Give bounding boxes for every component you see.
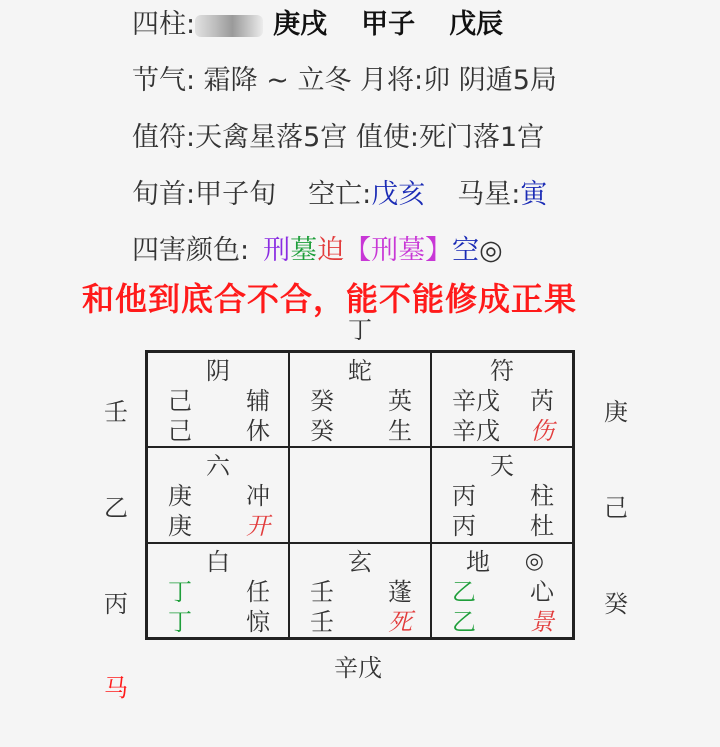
door: 休 — [246, 417, 270, 445]
horse-marker: 马 — [104, 674, 128, 702]
qimen-grid — [145, 350, 575, 640]
maxing-value: 寅 — [520, 179, 548, 210]
earth-stem: 壬 — [310, 607, 334, 636]
door: 杜 — [530, 512, 554, 541]
earth-stem: 丙 — [452, 512, 476, 541]
empty-circle-icon: ◎ — [524, 548, 544, 574]
harm-xingmu: 【刑墓】 — [344, 235, 453, 266]
palace-cell — [431, 543, 573, 638]
star: 任 — [246, 577, 270, 606]
palace-cell — [289, 352, 431, 447]
door: 死 — [388, 607, 412, 636]
direction-right-3: 癸 — [604, 590, 628, 618]
pillar-year: 庚戌 — [273, 9, 328, 40]
earth-stem: 庚 — [168, 512, 192, 541]
palace-god: 天 — [490, 452, 514, 481]
star: 冲 — [246, 482, 270, 511]
heaven-stem: 丙 — [452, 482, 476, 511]
kongwang-label: 空亡: — [308, 179, 372, 210]
redacted-blur — [195, 15, 263, 37]
pillar-day: 戊辰 — [449, 9, 504, 40]
palace-cell — [147, 447, 289, 542]
heaven-stem: 辛戊 — [452, 387, 500, 415]
palace-cell — [431, 447, 573, 542]
xunshou-label: 旬首:甲子旬 — [132, 179, 277, 210]
palace-cell — [289, 543, 431, 638]
heaven-stem: 己 — [168, 387, 192, 415]
door: 伤 — [530, 417, 554, 445]
palace-god: 蛇 — [348, 357, 372, 385]
palace-god: 玄 — [348, 547, 372, 576]
star: 蓬 — [388, 577, 412, 606]
heaven-stem: 乙 — [452, 577, 476, 606]
direction-left-1: 壬 — [104, 398, 128, 426]
heaven-stem: 癸 — [310, 387, 334, 415]
palace-cell-center — [289, 447, 431, 542]
heaven-stem: 壬 — [310, 577, 334, 606]
direction-left-3: 丙 — [104, 590, 128, 618]
direction-right-1: 庚 — [604, 398, 628, 426]
harm-mu: 墓 — [290, 235, 318, 266]
earth-stem: 乙 — [452, 607, 476, 636]
heaven-stem: 丁 — [168, 577, 192, 606]
earth-stem: 丁 — [168, 607, 192, 636]
harm-circle: ◎ — [479, 235, 503, 266]
direction-left-2: 乙 — [104, 494, 128, 522]
palace-god: 阴 — [206, 357, 230, 385]
palace-god: 地 — [466, 547, 490, 576]
door: 景 — [530, 607, 554, 636]
earth-stem: 己 — [168, 417, 192, 445]
earth-stem: 辛戊 — [452, 417, 500, 445]
palace-cell — [147, 352, 289, 447]
star: 辅 — [246, 387, 270, 415]
direction-top: 丁 — [348, 316, 372, 344]
palace-god: 白 — [206, 547, 230, 576]
star: 芮 — [530, 387, 554, 415]
pillar-month: 甲子 — [361, 9, 416, 40]
solar-term-line: 节气: 霜降 ~ 立冬 月将:卯 阴遁5局 — [132, 65, 557, 96]
maxing-label: 马星: — [457, 179, 521, 210]
headline-question: 和他到底合不合，能不能修成正果 — [82, 280, 578, 318]
kongwang-value: 戊亥 — [371, 179, 426, 210]
four-harms-line — [132, 234, 503, 268]
direction-right-2: 己 — [604, 494, 628, 522]
harm-po: 迫 — [317, 235, 345, 266]
four-pillars-line — [132, 8, 503, 42]
star: 柱 — [530, 482, 554, 511]
palace-cell — [147, 543, 289, 638]
xunshou-line — [132, 178, 547, 212]
star: 英 — [388, 387, 412, 415]
zhifu-line: 值符:天禽星落5宫 值使:死门落1宫 — [132, 122, 545, 153]
four-pillars-label: 四柱: — [132, 9, 196, 40]
earth-stem: 癸 — [310, 417, 334, 445]
direction-bottom: 辛戊 — [334, 654, 382, 682]
palace-cell — [431, 352, 573, 447]
door: 惊 — [246, 607, 270, 636]
heaven-stem: 庚 — [168, 482, 192, 511]
harm-xing: 刑 — [263, 235, 291, 266]
door: 生 — [388, 417, 412, 445]
star: 心 — [530, 577, 554, 606]
four-harms-label: 四害颜色: — [132, 235, 250, 266]
palace-god: 符 — [490, 357, 514, 385]
harm-kong: 空 — [452, 235, 480, 266]
palace-god: 六 — [206, 452, 230, 481]
door: 开 — [246, 512, 270, 541]
